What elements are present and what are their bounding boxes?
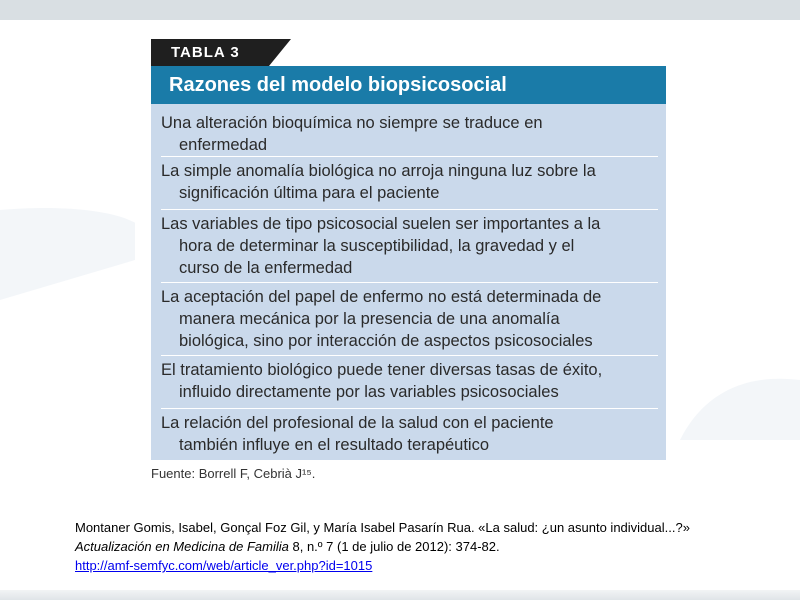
table-row-line: La simple anomalía biológica no arroja ninguna luz sobre la (161, 162, 596, 180)
table-row (161, 359, 661, 403)
table-row-line: Una alteración bioquímica no siempre se traduce en (161, 114, 543, 132)
table-tab-notch (269, 39, 291, 66)
table-row-line: manera mecánica por la presencia de una anomalía (179, 310, 560, 328)
table-row-line: Las variables de tipo psicosocial suelen ser importantes a la (161, 215, 601, 233)
table-tab-label: TABLA 3 (151, 39, 269, 66)
row-separator (161, 209, 658, 210)
table-row-line: significación última para el paciente (179, 184, 440, 202)
table-row-line: curso de la enfermedad (179, 259, 353, 277)
table-row (161, 286, 661, 352)
table-row-line: La aceptación del papel de enfermo no está determinada de (161, 288, 602, 306)
row-separator (161, 282, 658, 283)
table-row-line: hora de determinar la susceptibilidad, la gravedad y el (179, 237, 575, 255)
table-row (161, 412, 661, 456)
table-source: Fuente: Borrell F, Cebrià J¹⁵. (151, 466, 316, 481)
bottom-band (0, 590, 800, 600)
table-row-line: El tratamiento biológico puede tener diversas tasas de éxito, (161, 361, 603, 379)
table-row-line: influido directamente por las variables psicosociales (179, 383, 559, 401)
table-row-line: enfermedad (179, 136, 268, 154)
citation-line-2 (75, 537, 765, 556)
table-figure (135, 26, 680, 500)
table-row-line: biológica, sino por interacción de aspectos psicosociales (179, 332, 593, 350)
table-row (161, 160, 661, 204)
citation (75, 518, 765, 575)
table-row (161, 112, 661, 156)
row-separator (161, 408, 658, 409)
table-title: Razones del modelo biopsicosocial (151, 66, 666, 104)
citation-details: 8, n.º 7 (1 de julio de 2012): 374-82. (288, 539, 500, 554)
row-separator (161, 156, 658, 157)
table-row-line: La relación del profesional de la salud con el paciente (161, 414, 554, 432)
table-row-line: también influye en el resultado terapéutico (179, 436, 490, 454)
citation-journal: Actualización en Medicina de Familia (75, 539, 289, 554)
table-body (151, 104, 666, 460)
table-row (161, 213, 661, 279)
citation-link[interactable]: http://amf-semfyc.com/web/article_ver.php?id=1015 (75, 558, 373, 573)
row-separator (161, 355, 658, 356)
citation-line-1: Montaner Gomis, Isabel, Gonçal Foz Gil, y María Isabel Pasarín Rua. «La salud: ¿un asunto individual...?» (75, 520, 690, 535)
